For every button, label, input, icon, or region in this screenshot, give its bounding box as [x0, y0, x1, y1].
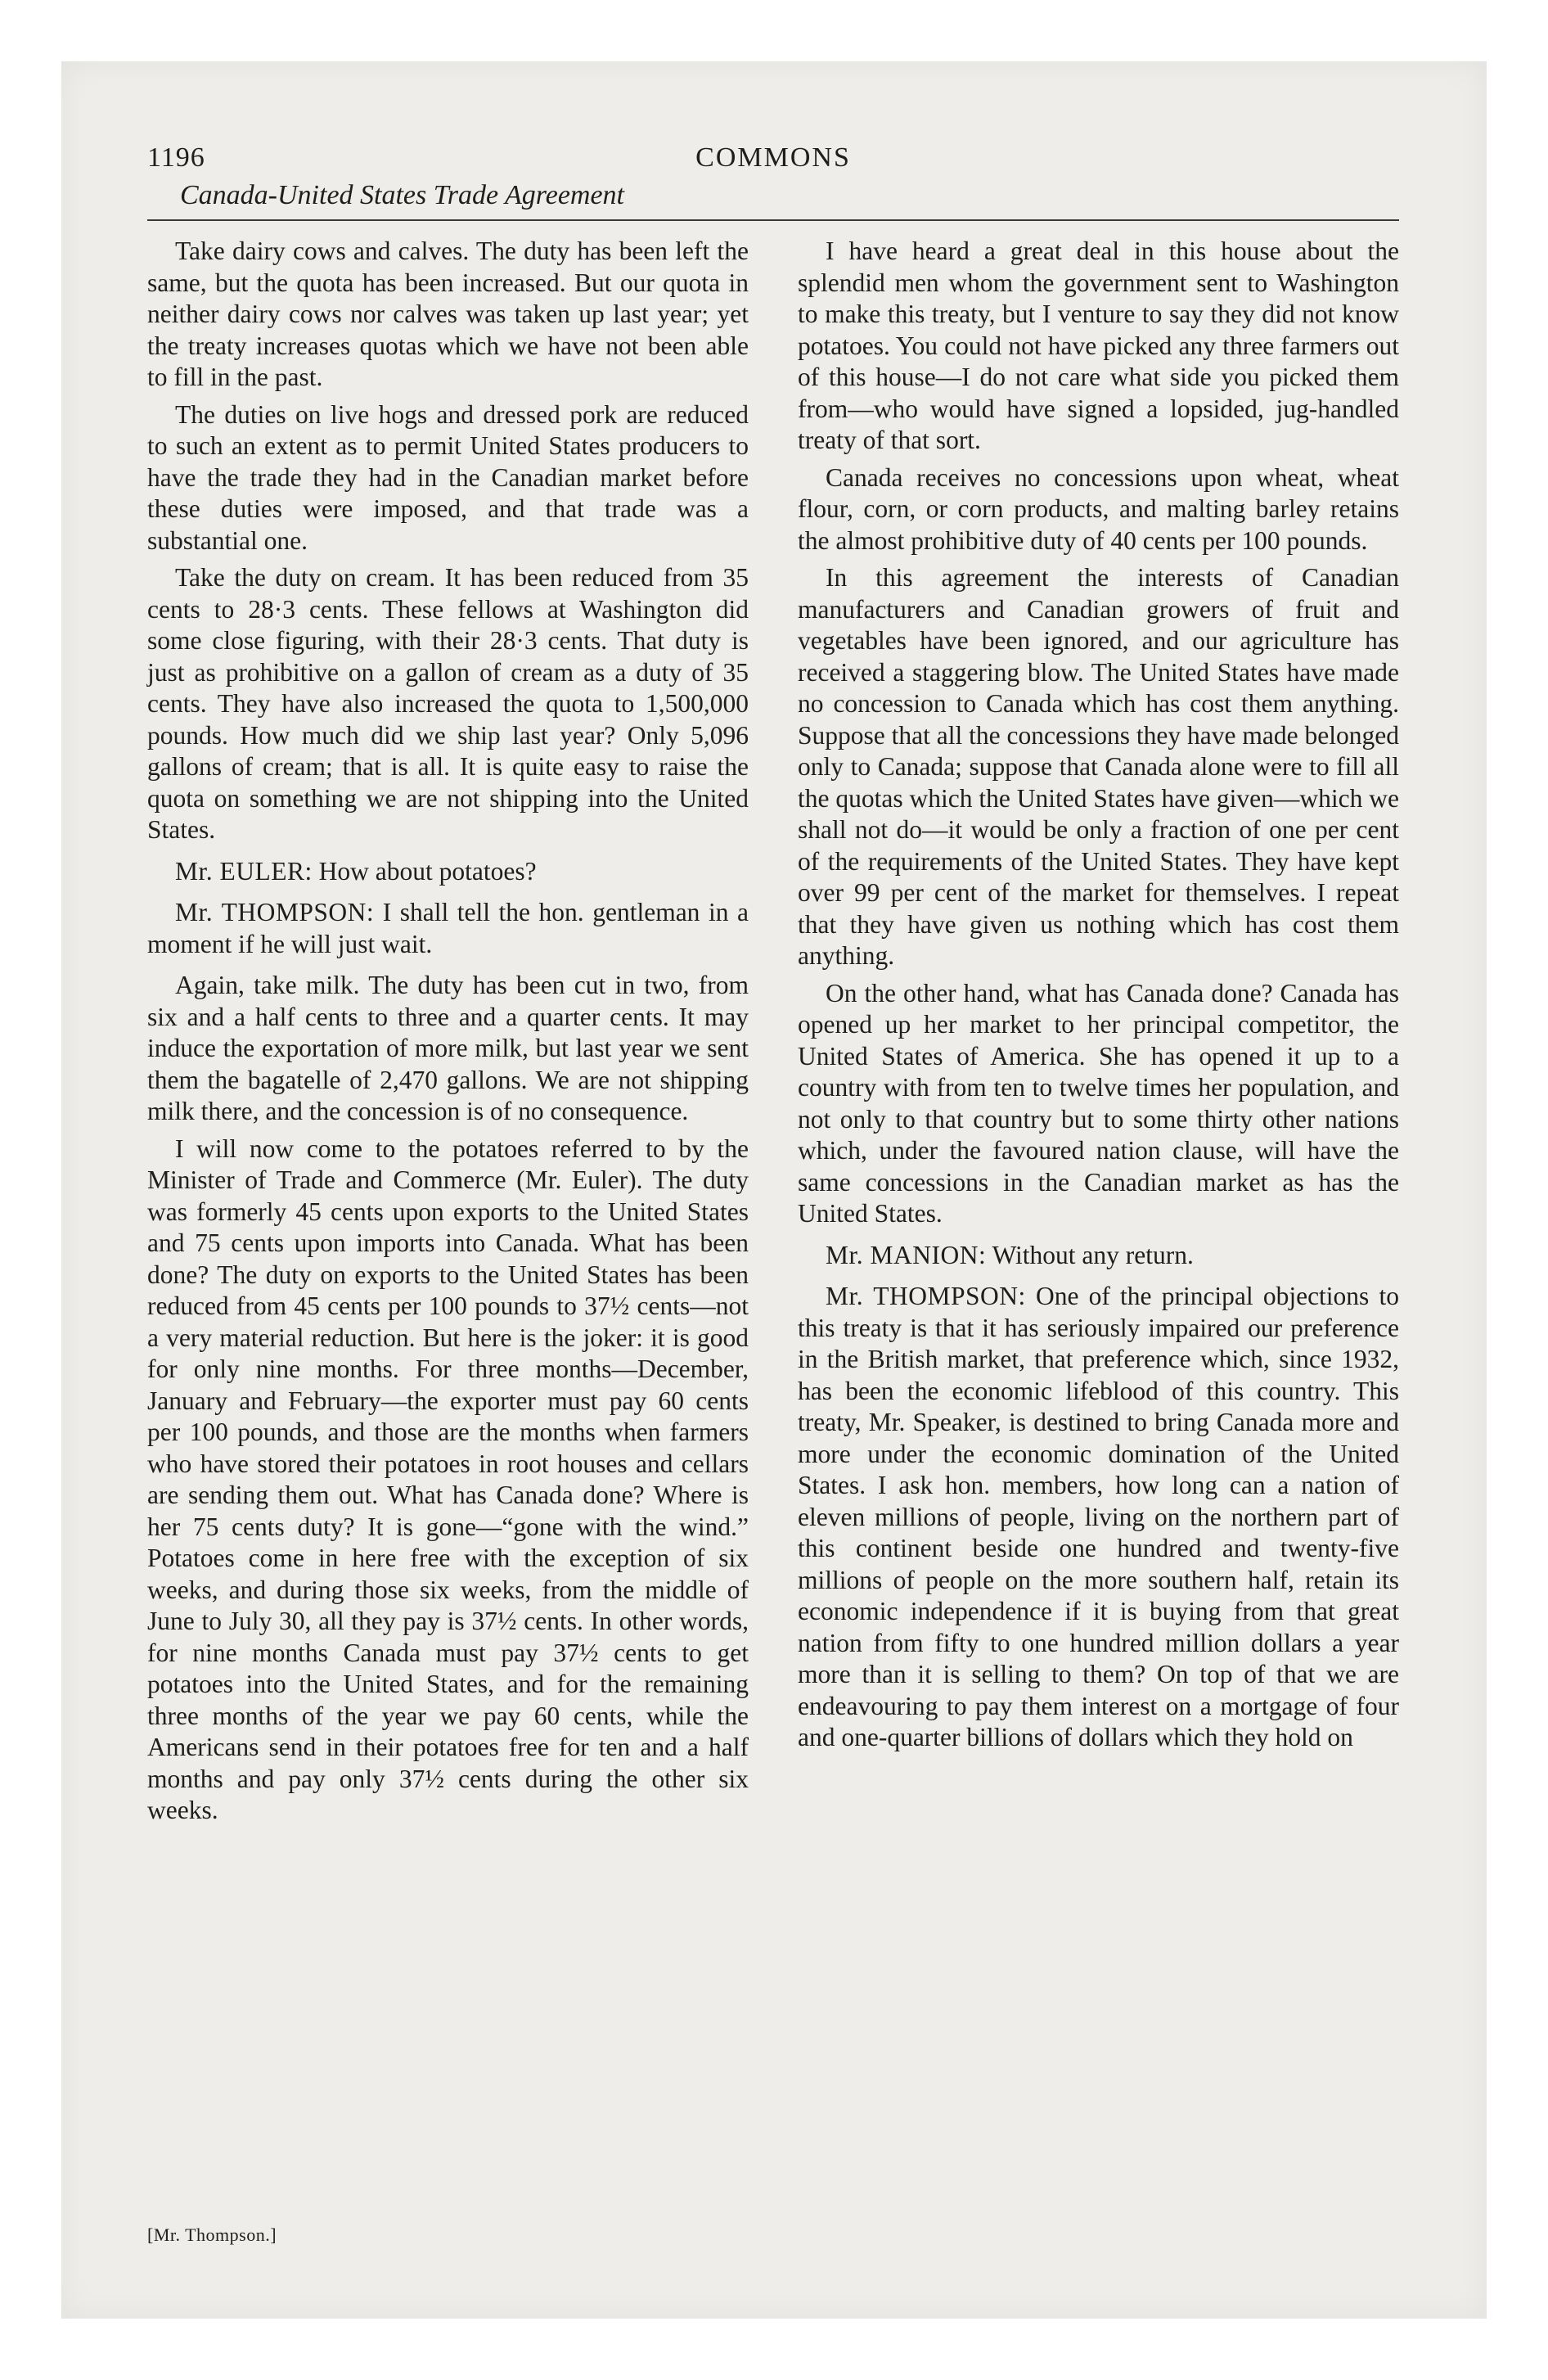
speech-paragraph	[798, 1240, 1399, 1272]
paragraph	[147, 236, 749, 394]
speaker-name: Mr. MANION:	[826, 1240, 987, 1269]
paragraph	[798, 562, 1399, 972]
paragraph	[798, 236, 1399, 457]
paragraph-text: Canada receives no concessions upon wheat, wheat flour, corn, or corn products, and malting barley retains the almost prohibitive duty of 40 cents per 100 pounds.	[798, 462, 1399, 555]
paragraph-text: I have heard a great deal in this house about the splendid men whom the government sent to Washington to make this treaty, but I venture to say they did not know potatoes. You could not have picked any three farmers out of this house—I do not care what side you picked them from—who would have signed a lopsided, jug-handled treaty of that sort.	[798, 237, 1399, 454]
paragraph-text: Again, take milk. The duty has been cut in two, from six and a half cents to three and a quarter cents. It may induce the exportation of more milk, but last year we sent them the bagatelle of 2,470 gallons. We are not shipping milk there, and the concession is of no consequence.	[147, 971, 749, 1125]
speech-paragraph	[147, 897, 749, 960]
paragraph-text: On the other hand, what has Canada done? Canada has opened up her market to her principal competitor, the United States of America. She has opened it up to a country with from ten to twelve times her population, and not only to that country but to some thirty other nations which, under the favoured nation clause, will have the same concessions in the Canadian market as has the United States.	[798, 978, 1399, 1228]
page-number: 1196	[147, 142, 205, 173]
paragraph-text: I will now come to the potatoes referred to by the Minister of Trade and Commerce (Mr. Euler). The duty was formerly 45 cents upon exports to the United States and 75 cents upon imports into Canada. What has been done? The duty on exports to the United States has been reduced from 45 cents per 100 pounds to 37½ cents—not a very material reduction. But here is the joker: it is good for only nine months. For three months—December, January and February—the exporter must pay 60 cents per 100 pounds, and those are the months when farmers who have stored their potatoes in root houses and cellars are sending them out. What has Canada done? Where is her 75 cents duty? It is gone—“gone with the wind.” Potatoes come in here free with the exception of six weeks, and during those six weeks, from the middle of June to July 30, all they pay is 37½ cents. In other words, for nine months Canada must pay 37½ cents to get potatoes into the United States, and for the remaining three months of the year we pay 60 cents, while the Americans send in their potatoes free for ten and a half months and pay only 37½ cents during the other six weeks.	[147, 1134, 749, 1824]
paragraph	[147, 970, 749, 1128]
speaker-name: Mr. THOMPSON:	[826, 1282, 1026, 1310]
paragraph	[147, 399, 749, 557]
paragraph-text: I shall tell the hon. gentleman in a moment if he will just wait.	[147, 898, 749, 958]
speaker-attribution: [Mr. Thompson.]	[147, 2224, 277, 2245]
paragraph-text: One of the principal objections to this treaty is that it has seriously impaired our preference in the British market, that preference which, since 1932, has been the economic lifeblood of this country. This treaty, Mr. Speaker, is destined to bring Canada more and more under the economic domination of the United States. I ask hon. members, how long can a nation of eleven millions of people, living on the northern part of this continent beside one hundred and twenty-five millions of people on the more southern half, retain its economic independence if it is buying from that great nation from fifty to one hundred million dollars a year more than it is selling to them? On top of that we are endeavouring to pay them interest on a mortgage of four and one-quarter billions of dollars which they hold on	[798, 1282, 1399, 1751]
paragraph	[147, 1134, 749, 1827]
speech-paragraph	[147, 856, 749, 888]
paragraph-text: Without any return.	[992, 1240, 1194, 1269]
paragraph	[798, 462, 1399, 557]
paragraph-text: Take the duty on cream. It has been reduced from 35 cents to 28·3 cents. These fellows at Washington did some close figuring, with their 28·3 cents. That duty is just as prohibitive on a gallon of cream as a duty of 35 cents. They have also increased the quota to 1,500,000 pounds. How much did we ship last year? Only 5,096 gallons of cream; that is all. It is quite easy to raise the quota on something we are not shipping into the United States.	[147, 563, 749, 844]
paragraph-text: Take dairy cows and calves. The duty has been left the same, but the quota has been increased. But our quota in neither dairy cows nor calves was taken up last year; yet the treaty increases quotas which we have not been able to fill in the past.	[147, 237, 749, 391]
speech-paragraph	[798, 1281, 1399, 1754]
hansard-page	[147, 137, 1399, 2298]
paragraph-text: In this agreement the interests of Canadian manufacturers and Canadian growers of fruit and vegetables have been ignored, and our agriculture has received a staggering blow. The United States have made no concession to Canada which has cost them anything. Suppose that all the concessions they have made belonged only to Canada; suppose that Canada alone were to fill all the quotas which the United States have given—which we shall not do—it would be only a fraction of one per cent of the requirements of the United States. They have kept over 99 per cent of the market for themselves. I repeat that they have given us nothing which has cost them anything.	[798, 563, 1399, 970]
paragraph-text: How about potatoes?	[318, 856, 537, 886]
paragraph-text: The duties on live hogs and dressed pork are reduced to such an extent as to permit United States producers to have the trade they had in the Canadian market before these duties were imposed, and that trade was a substantial one.	[147, 399, 749, 555]
text-columns	[147, 236, 1399, 1832]
right-column	[798, 236, 1399, 1832]
paragraph	[147, 562, 749, 846]
left-column	[147, 236, 749, 1832]
section-title: COMMONS	[695, 142, 851, 173]
running-title: Canada-United States Trade Agreement	[180, 180, 625, 210]
paragraph	[798, 978, 1399, 1230]
page-header	[147, 137, 1399, 221]
speaker-name: Mr. EULER:	[175, 856, 313, 886]
speaker-name: Mr. THOMPSON:	[175, 898, 375, 926]
